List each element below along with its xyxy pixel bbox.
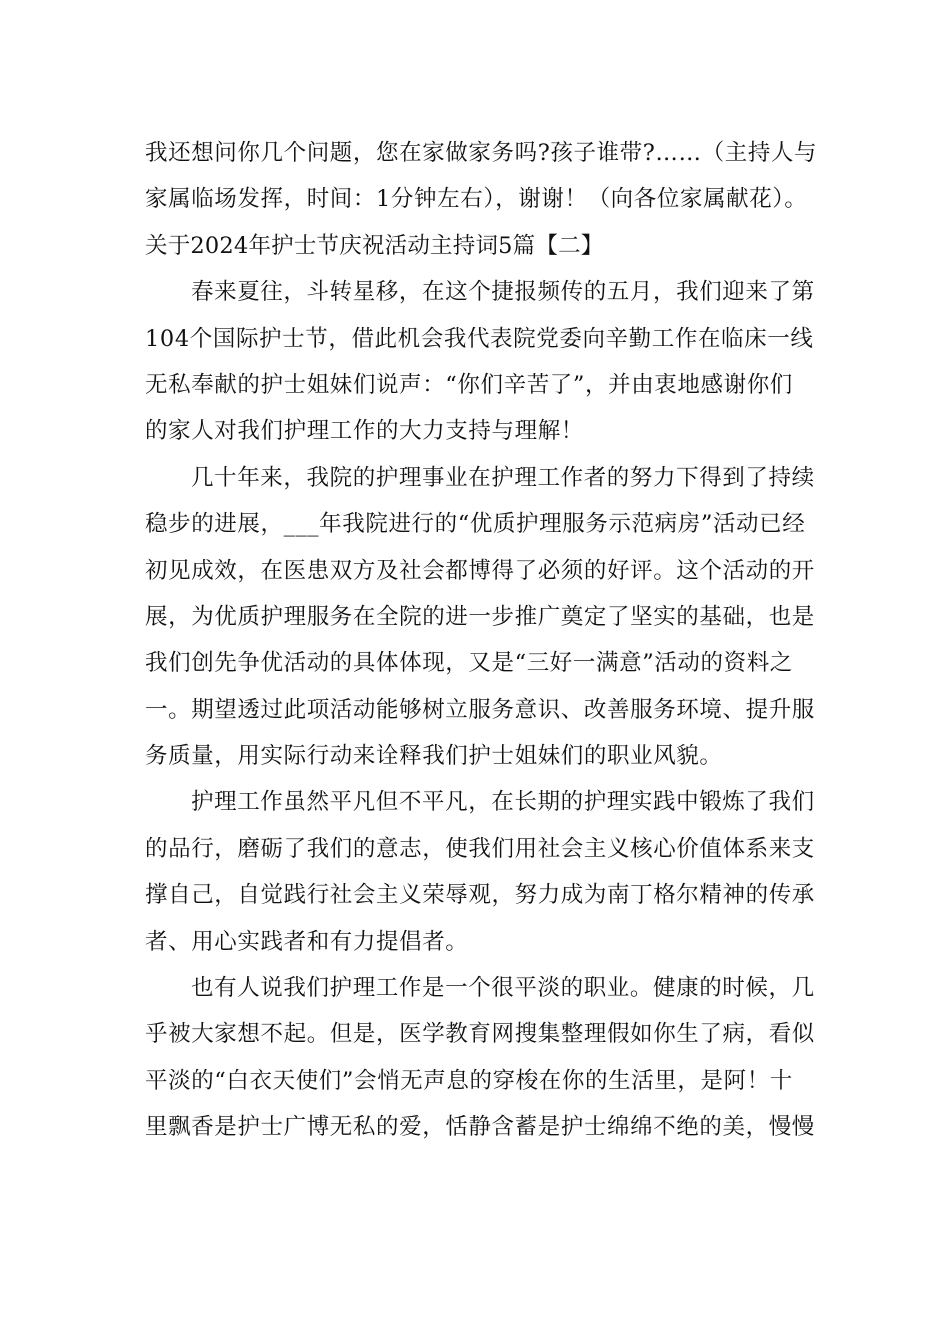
text-line: 者、用心实践者和有力提倡者。 [145,928,469,955]
text-line: 无私奉献的护士姐妹们说声：“你们辛苦了”，并由衷地感谢你们 [145,371,793,398]
text-line: 里飘香是护士广博无私的爱，恬静含蓄是护士绵绵不绝的美，慢慢 [145,1114,815,1141]
text-line: 我们创先争优活动的具体体现，又是“三好一满意”活动的资料之 [145,650,793,677]
section-heading-text: 关于2024年护士节庆祝活动主持词5篇【二】 [145,232,604,259]
text-line: 的家人对我们护理工作的大力支持与理解！ [145,418,584,445]
text-line: 乎被大家想不起。但是，医学教育网搜集整理假如你生了病，看似 [145,1021,815,1048]
text-line: 撑自己，自觉践行社会主义荣辱观，努力成为南丁格尔精神的传承 [145,882,815,909]
text-line: 几十年来，我院的护理事业在护理工作者的努力下得到了持续 [191,464,815,491]
text-line: 春来夏往，斗转星移，在这个捷报频传的五月，我们迎来了第 [191,279,815,306]
text-line: 务质量，用实际行动来诠释我们护士姐妹们的职业风貌。 [145,743,723,770]
text-line: 平淡的“白衣天使们”会悄无声息的穿梭在你的生活里，是阿！十 [145,1067,793,1094]
text-line: 护理工作虽然平凡但不平凡，在长期的护理实践中锻炼了我们 [191,789,815,816]
text-line: 家属临场发挥，时间：1分钟左右），谢谢！（向各位家属献花）。 [145,186,808,213]
text-line: 初见成效，在医患双方及社会都博得了必须的好评。这个活动的开 [145,557,815,584]
text-line: 一。期望透过此项活动能够树立服务意识、改善服务环境、提升服 [145,696,815,723]
paragraph [145,269,815,455]
text-line: 也有人说我们护理工作是一个很平淡的职业。健康的时候，几 [191,975,815,1002]
text-line: 我还想问你几个问题，您在家做家务吗?孩子谁带?……（主持人与 [145,140,818,166]
text-line: 稳步的进展，___年我院进行的“优质护理服务示范病房”活动已经 [145,511,806,538]
text-line: 的品行，磨砺了我们的意志，使我们用社会主义核心价值体系来支 [145,835,815,862]
paragraph-continued [145,130,818,223]
paragraph [145,779,815,965]
document-body [145,130,818,1151]
text-line: 104个国际护士节，借此机会我代表院党委向辛勤工作在临床一线 [145,325,814,352]
paragraph [145,455,815,780]
paragraph [145,965,815,1151]
section-heading [145,223,810,269]
text-line: 展，为优质护理服务在全院的进一步推广奠定了坚实的基础，也是 [145,603,815,630]
